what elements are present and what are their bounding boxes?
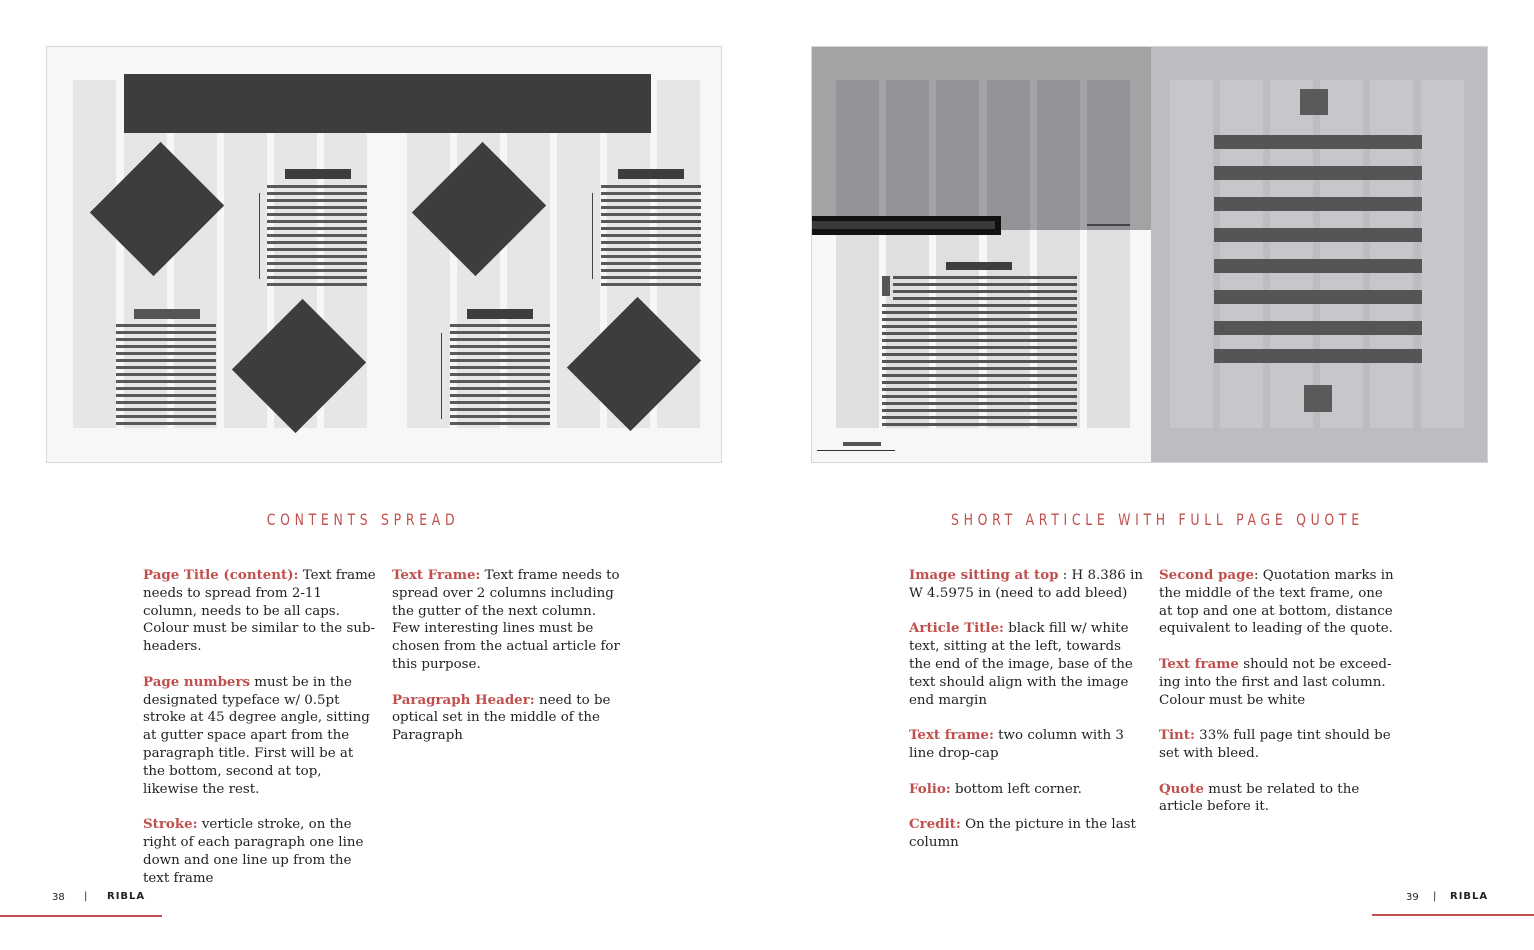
paragraph-stroke bbox=[441, 333, 442, 419]
paragraph-header bbox=[134, 309, 200, 319]
image-column bbox=[886, 80, 929, 230]
text-frame-lines bbox=[893, 276, 986, 426]
folio-mark bbox=[843, 442, 881, 446]
article-title-inner bbox=[812, 221, 995, 229]
contents-spread-mockup bbox=[46, 46, 722, 463]
grid-column bbox=[73, 80, 116, 428]
note-text-frame: Text Frame: Text frame needs to spread over 2 columns including the gutter of the next column. Few interesting lines must be chosen from the actual article for this purpose. bbox=[392, 567, 620, 672]
quote-line bbox=[1214, 166, 1422, 180]
right-folio-separator: | bbox=[1433, 891, 1437, 902]
grid-column bbox=[1170, 80, 1213, 428]
image-column bbox=[987, 80, 1030, 230]
note-page-title: Page Title (content): Text frame needs to spread from 2-11 column, needs to be all caps. Colour must be similar to the sub-headers. bbox=[143, 567, 376, 655]
right-page-number: 39 bbox=[1406, 892, 1419, 903]
text-frame-lines bbox=[116, 324, 216, 428]
grid-column bbox=[1220, 80, 1263, 428]
note-stroke: Stroke: verticle stroke, on the right of each paragraph one line down and one line up from the text frame bbox=[143, 816, 364, 886]
paragraph-stroke bbox=[259, 193, 260, 279]
right-notes-column-2 bbox=[1159, 567, 1395, 834]
paragraph-header bbox=[285, 169, 351, 179]
quote-line bbox=[1214, 349, 1422, 363]
quote-line bbox=[1214, 197, 1422, 211]
note-text-frame-white: Text frame should not be exceed-ing into the first and last column. Colour must be white bbox=[1159, 655, 1392, 708]
left-footer-rule bbox=[0, 915, 162, 917]
image-column bbox=[1087, 80, 1130, 230]
right-section-title: SHORT ARTICLE WITH FULL PAGE QUOTE bbox=[951, 510, 1364, 529]
short-article-mockup bbox=[811, 46, 1488, 463]
image-column bbox=[1037, 80, 1080, 230]
quote-line bbox=[1214, 135, 1422, 149]
grid-column bbox=[1320, 80, 1363, 428]
quote-line bbox=[1214, 321, 1422, 335]
quote-mark-bottom bbox=[1304, 385, 1332, 412]
left-section-title: CONTENTS SPREAD bbox=[266, 510, 460, 529]
left-brand: RIBLA bbox=[107, 891, 146, 902]
quote-mark-top bbox=[1300, 89, 1328, 115]
note-quote: Quote must be related to the article before it. bbox=[1159, 780, 1360, 815]
note-folio: Folio: bottom left corner. bbox=[909, 780, 1082, 797]
right-brand: RIBLA bbox=[1450, 891, 1489, 902]
note-second-page: Second page: Quotation marks in the middle of the text frame, one at top and one at bottom, distance equivalent to leading of the quote. bbox=[1159, 567, 1394, 637]
text-frame-lines bbox=[267, 185, 367, 289]
grid-column bbox=[1370, 80, 1413, 428]
left-folio-separator: | bbox=[84, 891, 88, 902]
image-credit-line bbox=[1087, 224, 1130, 226]
folio-line bbox=[817, 450, 895, 451]
note-credit: Credit: On the picture in the last column bbox=[909, 816, 1136, 850]
note-article-title: Article Title: black fill w/ white text, sitting at the left, towards the end of the image, base of the text should align with the image end margin bbox=[909, 620, 1133, 708]
text-frame-lines bbox=[882, 304, 893, 426]
quote-line bbox=[1214, 290, 1422, 304]
paragraph-header bbox=[946, 262, 1012, 270]
text-frame-lines bbox=[601, 185, 701, 289]
paragraph-stroke bbox=[592, 193, 593, 279]
grid-column bbox=[1421, 80, 1464, 428]
quote-line bbox=[1214, 228, 1422, 242]
right-footer-rule bbox=[1372, 914, 1534, 916]
image-column bbox=[836, 80, 879, 230]
drop-cap bbox=[882, 276, 890, 296]
quote-line bbox=[1214, 259, 1422, 273]
text-frame-lines bbox=[450, 324, 550, 428]
paragraph-header bbox=[618, 169, 684, 179]
left-page-number: 38 bbox=[52, 892, 65, 903]
left-notes-column-1 bbox=[143, 567, 379, 905]
text-frame-lines bbox=[983, 276, 1077, 426]
grid-column bbox=[1270, 80, 1313, 428]
right-notes-column-1 bbox=[909, 567, 1145, 870]
note-image-top: Image sitting at top : H 8.386 in W 4.5975 in (need to add bleed) bbox=[909, 567, 1143, 601]
note-page-numbers: Page numbers must be in the designated typeface w/ 0.5pt stroke at 45 degree angle, sitting at gutter space apart from the paragraph title. First will be at the bottom, second at top, likewise the rest. bbox=[143, 673, 370, 797]
note-paragraph-header: Paragraph Header: need to be optical set in the middle of the Paragraph bbox=[392, 691, 611, 744]
left-notes-column-2 bbox=[392, 567, 622, 763]
paragraph-header bbox=[467, 309, 533, 319]
image-column bbox=[936, 80, 979, 230]
note-text-frame-2col: Text frame: two column with 3 line drop-cap bbox=[909, 727, 1124, 761]
note-tint: Tint: 33% full page tint should be set with bleed. bbox=[1159, 727, 1391, 761]
page-title-block bbox=[124, 74, 651, 133]
